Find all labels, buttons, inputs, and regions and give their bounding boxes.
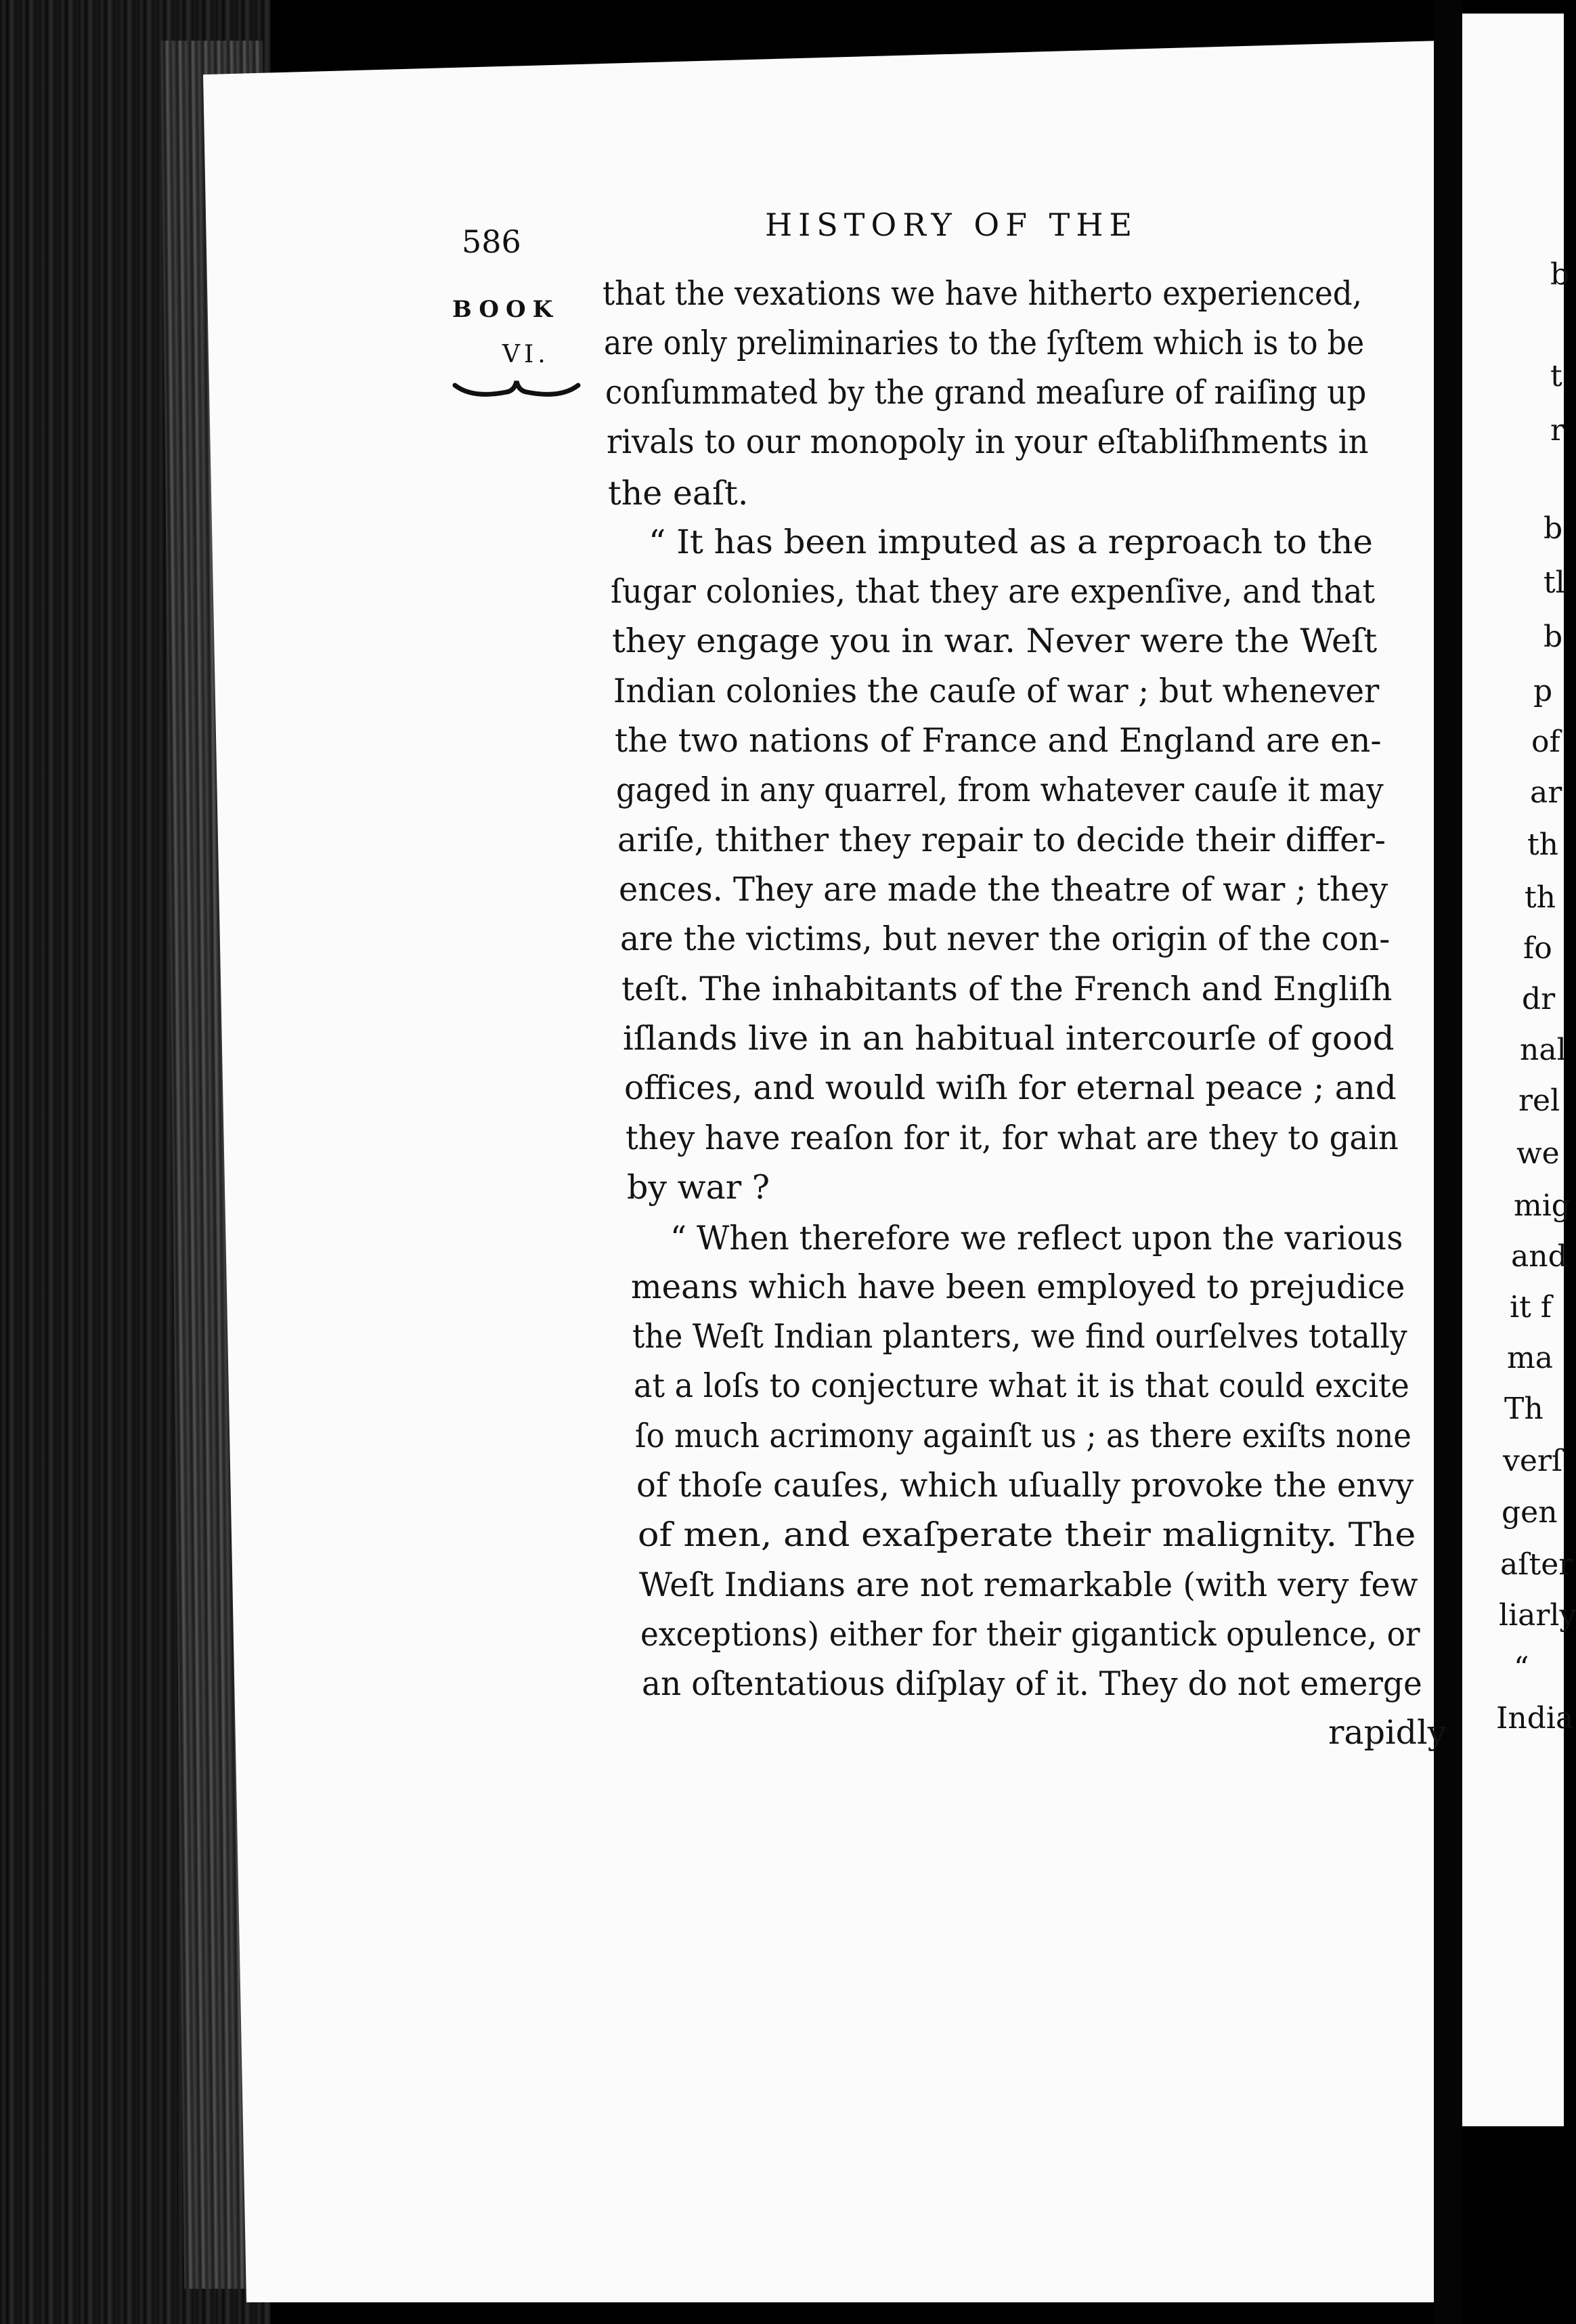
text-line: teſt. The inhabitants of the French and Engliſh [621, 970, 1393, 1008]
facing-page-fragment: aſter [1500, 1547, 1573, 1582]
facing-page-fragment: and [1511, 1239, 1567, 1274]
text-line: the two nations of France and England are en- [615, 721, 1382, 760]
text-line: ſugar colonies, that they are expenſive, and that [611, 572, 1376, 611]
text-line: iſlands live in an habitual intercourſe of good [623, 1019, 1395, 1058]
text-line: they have reaſon for it, for what are they to gain [626, 1119, 1399, 1157]
facing-page-fragment: nal [1520, 1033, 1567, 1067]
text-line: by war ? [627, 1168, 770, 1207]
facing-page-fragment: it f [1510, 1290, 1552, 1325]
text-line: ences. They are made the theatre of war ; they [619, 870, 1388, 909]
page-number: 586 [462, 223, 521, 260]
catchword: rapidly [1328, 1713, 1447, 1752]
side-note-book: BOOK [452, 296, 560, 323]
facing-page-fragment: b [1550, 257, 1570, 292]
text-line: are only preliminaries to the ſyſtem which is to be [604, 324, 1365, 362]
facing-page-fragment: India [1496, 1701, 1574, 1736]
facing-page-fragment: dr [1522, 982, 1556, 1016]
facing-page-fragment: p [1533, 674, 1553, 708]
facing-page-fragment: r [1550, 413, 1565, 448]
text-line: exceptions) either for their gigantick opulence, or [640, 1615, 1420, 1654]
text-line: are the victims, but never the origin of the con- [620, 920, 1391, 958]
text-line: of men, and exaſperate their malignity. The [638, 1515, 1416, 1554]
facing-page-fragment: Th [1504, 1392, 1544, 1426]
text-line: the Weſt Indian planters, we find ourſelves totally [632, 1317, 1407, 1356]
facing-page-fragment: verſ [1503, 1444, 1563, 1478]
facing-page-fragment: tl [1544, 565, 1565, 600]
text-line: they engage you in war. Never were the Weſt [612, 622, 1378, 660]
text-line: “ When therefore we reflect upon the various [670, 1219, 1403, 1257]
facing-page-fragment: “ [1514, 1651, 1529, 1685]
text-line: Indian colonies the cauſe of war ; but whenever [613, 672, 1380, 710]
text-line: the eaſt. [608, 474, 749, 513]
text-line: of thoſe cauſes, which uſually provoke the envy [636, 1466, 1414, 1505]
text-line: that the vexations we have hitherto experienced, [603, 274, 1363, 313]
facing-page [1462, 14, 1564, 2126]
running-head: HISTORY OF THE [765, 207, 1139, 243]
facing-page-fragment: we [1516, 1136, 1560, 1171]
text-line: means which have been employed to prejudice [631, 1268, 1405, 1306]
text-line: an oſtentatious diſplay of it. They do not emerge [642, 1664, 1422, 1703]
facing-page-fragment: mig [1514, 1188, 1571, 1223]
facing-page-fragment: fo [1523, 931, 1552, 966]
page-gutter [1434, 0, 1462, 2324]
text-line: Weſt Indians are not remarkable (with very few [639, 1566, 1418, 1604]
side-note-volume: VI. [502, 341, 550, 368]
text-line: ſo much acrimony againſt us ; as there exiſts none [635, 1417, 1411, 1455]
facing-page-fragment: rel [1518, 1083, 1560, 1118]
facing-page-fragment: b [1544, 620, 1563, 654]
facing-page-fragment: b [1544, 511, 1563, 546]
text-line: “ It has been imputed as a reproach to the [649, 523, 1373, 561]
text-line: ariſe, thither they repair to decide their differ- [617, 821, 1386, 859]
text-line: gaged in any quarrel, from whatever cauſe it may [616, 771, 1384, 809]
facing-page-fragment: t [1550, 359, 1562, 393]
text-line: at a loſs to conjecture what it is that could excite [634, 1367, 1409, 1405]
brace-ornament [452, 376, 581, 403]
text-line: rivals to our monopoly in your eſtabliſhments in [607, 423, 1369, 461]
facing-page-fragment: th [1527, 827, 1559, 862]
facing-page-fragment: liarly [1499, 1598, 1576, 1633]
facing-page-fragment: of [1531, 725, 1560, 759]
text-line: offices, and would wiſh for eternal peace ; and [624, 1069, 1397, 1107]
facing-page-fragment: th [1525, 880, 1556, 915]
text-line: conſummated by the grand meaſure of raiſing up [605, 373, 1367, 412]
facing-page-fragment: ma [1507, 1341, 1553, 1375]
facing-page-fragment: ar [1530, 775, 1562, 810]
facing-page-fragment: gen [1502, 1495, 1558, 1530]
